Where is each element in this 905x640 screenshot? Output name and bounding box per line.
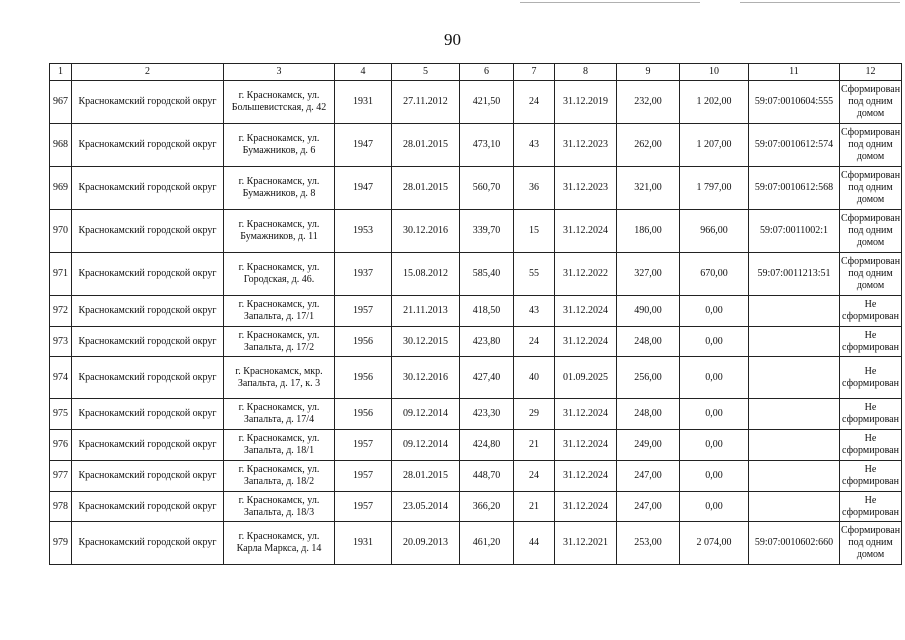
cadastral-number-cell: 59:07:0011213:51: [749, 253, 840, 296]
area-cell: 448,70: [460, 461, 514, 492]
land-area-formed-cell: 966,00: [680, 210, 749, 253]
build-year-cell: 1947: [335, 124, 392, 167]
resettlement-date-cell: 31.12.2024: [555, 210, 617, 253]
area-cell: 424,80: [460, 430, 514, 461]
date-recognized-cell: 30.12.2015: [392, 327, 460, 357]
land-area-cell: 186,00: [617, 210, 680, 253]
residents-count-cell: 21: [514, 430, 555, 461]
cadastral-number-cell: [749, 327, 840, 357]
table-row: [50, 399, 902, 430]
residents-count-cell: 21: [514, 492, 555, 522]
municipality-cell: Краснокамский городской округ: [72, 167, 224, 210]
residents-count-cell: 43: [514, 296, 555, 327]
land-area-formed-cell: 1 207,00: [680, 124, 749, 167]
date-recognized-cell: 30.12.2016: [392, 210, 460, 253]
row-number-cell: 979: [50, 522, 72, 565]
municipality-cell: Краснокамский городской округ: [72, 124, 224, 167]
row-number-cell: 973: [50, 327, 72, 357]
residents-count-cell: 55: [514, 253, 555, 296]
area-cell: 585,40: [460, 253, 514, 296]
land-area-formed-cell: 1 202,00: [680, 81, 749, 124]
cadastral-number-cell: [749, 357, 840, 399]
row-number-cell: 975: [50, 399, 72, 430]
municipality-cell: Краснокамский городской округ: [72, 461, 224, 492]
date-recognized-cell: 23.05.2014: [392, 492, 460, 522]
table-row: [50, 357, 902, 399]
area-cell: 423,80: [460, 327, 514, 357]
municipality-cell: Краснокамский городской округ: [72, 430, 224, 461]
build-year-cell: 1956: [335, 357, 392, 399]
date-recognized-cell: 09.12.2014: [392, 430, 460, 461]
land-status-cell: Сформирован под одним домом: [840, 124, 902, 167]
cadastral-number-cell: [749, 430, 840, 461]
row-number-cell: 967: [50, 81, 72, 124]
land-status-cell: Не сформирован: [840, 296, 902, 327]
land-area-cell: 256,00: [617, 357, 680, 399]
column-header: 12: [840, 64, 902, 81]
area-cell: 560,70: [460, 167, 514, 210]
page-number: 90: [444, 30, 461, 49]
area-cell: 366,20: [460, 492, 514, 522]
row-number-cell: 976: [50, 430, 72, 461]
land-area-formed-cell: 670,00: [680, 253, 749, 296]
table-row: [50, 124, 902, 167]
row-number-cell: 968: [50, 124, 72, 167]
column-header: 8: [555, 64, 617, 81]
column-header: 5: [392, 64, 460, 81]
land-area-cell: 262,00: [617, 124, 680, 167]
resettlement-date-cell: 31.12.2024: [555, 327, 617, 357]
land-area-formed-cell: 1 797,00: [680, 167, 749, 210]
row-number-cell: 971: [50, 253, 72, 296]
cadastral-number-cell: 59:07:0010602:660: [749, 522, 840, 565]
build-year-cell: 1957: [335, 461, 392, 492]
build-year-cell: 1947: [335, 167, 392, 210]
land-status-cell: Не сформирован: [840, 492, 902, 522]
build-year-cell: 1953: [335, 210, 392, 253]
top-scan-line: [520, 2, 700, 3]
land-area-formed-cell: 0,00: [680, 357, 749, 399]
cadastral-number-cell: [749, 399, 840, 430]
municipality-cell: Краснокамский городской округ: [72, 296, 224, 327]
land-status-cell: Сформирован под одним домом: [840, 253, 902, 296]
municipality-cell: Краснокамский городской округ: [72, 399, 224, 430]
land-status-cell: Не сформирован: [840, 430, 902, 461]
column-header: 6: [460, 64, 514, 81]
address-cell: г. Краснокамск, ул. Карла Маркса, д. 14: [224, 522, 335, 565]
address-cell: г. Краснокамск, мкр. Запальта, д. 17, к. 3: [224, 357, 335, 399]
residents-count-cell: 24: [514, 327, 555, 357]
resettlement-date-cell: 31.12.2022: [555, 253, 617, 296]
row-number-cell: 970: [50, 210, 72, 253]
date-recognized-cell: 28.01.2015: [392, 167, 460, 210]
table-row: [50, 461, 902, 492]
column-header: 1: [50, 64, 72, 81]
row-number-cell: 972: [50, 296, 72, 327]
date-recognized-cell: 28.01.2015: [392, 124, 460, 167]
land-status-cell: Сформирован под одним домом: [840, 210, 902, 253]
land-area-formed-cell: 0,00: [680, 327, 749, 357]
residents-count-cell: 43: [514, 124, 555, 167]
municipality-cell: Краснокамский городской округ: [72, 492, 224, 522]
cadastral-number-cell: 59:07:0010612:568: [749, 167, 840, 210]
cadastral-number-cell: [749, 461, 840, 492]
land-area-cell: 248,00: [617, 327, 680, 357]
build-year-cell: 1956: [335, 399, 392, 430]
column-header: 4: [335, 64, 392, 81]
cadastral-number-cell: 59:07:0010604:555: [749, 81, 840, 124]
area-cell: 418,50: [460, 296, 514, 327]
area-cell: 427,40: [460, 357, 514, 399]
land-status-cell: Не сформирован: [840, 399, 902, 430]
land-area-formed-cell: 0,00: [680, 430, 749, 461]
residents-count-cell: 24: [514, 81, 555, 124]
column-number-row: [50, 64, 902, 81]
residents-count-cell: 15: [514, 210, 555, 253]
land-area-formed-cell: 0,00: [680, 399, 749, 430]
date-recognized-cell: 27.11.2012: [392, 81, 460, 124]
date-recognized-cell: 28.01.2015: [392, 461, 460, 492]
resettlement-date-cell: 31.12.2023: [555, 124, 617, 167]
land-status-cell: Не сформирован: [840, 327, 902, 357]
column-header: 7: [514, 64, 555, 81]
row-number-cell: 977: [50, 461, 72, 492]
land-status-cell: Сформирован под одним домом: [840, 81, 902, 124]
row-number-cell: 969: [50, 167, 72, 210]
cadastral-number-cell: [749, 296, 840, 327]
row-number-cell: 974: [50, 357, 72, 399]
land-area-cell: 249,00: [617, 430, 680, 461]
build-year-cell: 1957: [335, 492, 392, 522]
resettlement-date-cell: 31.12.2024: [555, 492, 617, 522]
land-status-cell: Не сформирован: [840, 357, 902, 399]
land-area-cell: 248,00: [617, 399, 680, 430]
resettlement-date-cell: 31.12.2024: [555, 399, 617, 430]
row-number-cell: 978: [50, 492, 72, 522]
land-area-formed-cell: 0,00: [680, 461, 749, 492]
land-status-cell: Сформирован под одним домом: [840, 167, 902, 210]
date-recognized-cell: 21.11.2013: [392, 296, 460, 327]
date-recognized-cell: 15.08.2012: [392, 253, 460, 296]
address-cell: г. Краснокамск, ул. Запальта, д. 18/1: [224, 430, 335, 461]
date-recognized-cell: 09.12.2014: [392, 399, 460, 430]
land-area-formed-cell: 0,00: [680, 296, 749, 327]
land-area-cell: 321,00: [617, 167, 680, 210]
date-recognized-cell: 20.09.2013: [392, 522, 460, 565]
build-year-cell: 1931: [335, 522, 392, 565]
cadastral-number-cell: 59:07:0010612:574: [749, 124, 840, 167]
land-area-cell: 247,00: [617, 461, 680, 492]
table-row: [50, 296, 902, 327]
housing-register-table: [49, 63, 902, 565]
resettlement-date-cell: 01.09.2025: [555, 357, 617, 399]
address-cell: г. Краснокамск, ул. Бумажников, д. 11: [224, 210, 335, 253]
area-cell: 473,10: [460, 124, 514, 167]
cadastral-number-cell: 59:07:0011002:1: [749, 210, 840, 253]
column-header: 3: [224, 64, 335, 81]
build-year-cell: 1957: [335, 296, 392, 327]
table-row: [50, 253, 902, 296]
build-year-cell: 1956: [335, 327, 392, 357]
table-row: [50, 210, 902, 253]
municipality-cell: Краснокамский городской округ: [72, 253, 224, 296]
land-area-formed-cell: 0,00: [680, 492, 749, 522]
municipality-cell: Краснокамский городской округ: [72, 522, 224, 565]
resettlement-date-cell: 31.12.2023: [555, 167, 617, 210]
resettlement-date-cell: 31.12.2021: [555, 522, 617, 565]
municipality-cell: Краснокамский городской округ: [72, 210, 224, 253]
land-area-cell: 253,00: [617, 522, 680, 565]
table-row: [50, 327, 902, 357]
column-header: 11: [749, 64, 840, 81]
area-cell: 421,50: [460, 81, 514, 124]
address-cell: г. Краснокамск, ул. Запальта, д. 17/2: [224, 327, 335, 357]
build-year-cell: 1937: [335, 253, 392, 296]
table-row: [50, 492, 902, 522]
land-area-cell: 232,00: [617, 81, 680, 124]
municipality-cell: Краснокамский городской округ: [72, 357, 224, 399]
table-row: [50, 167, 902, 210]
land-area-cell: 247,00: [617, 492, 680, 522]
resettlement-date-cell: 31.12.2019: [555, 81, 617, 124]
land-status-cell: Не сформирован: [840, 461, 902, 492]
area-cell: 339,70: [460, 210, 514, 253]
land-area-cell: 327,00: [617, 253, 680, 296]
residents-count-cell: 36: [514, 167, 555, 210]
residents-count-cell: 24: [514, 461, 555, 492]
land-area-formed-cell: 2 074,00: [680, 522, 749, 565]
table-row: [50, 81, 902, 124]
land-status-cell: Сформирован под одним домом: [840, 522, 902, 565]
municipality-cell: Краснокамский городской округ: [72, 327, 224, 357]
residents-count-cell: 40: [514, 357, 555, 399]
address-cell: г. Краснокамск, ул. Запальта, д. 17/4: [224, 399, 335, 430]
build-year-cell: 1931: [335, 81, 392, 124]
area-cell: 423,30: [460, 399, 514, 430]
land-area-cell: 490,00: [617, 296, 680, 327]
resettlement-date-cell: 31.12.2024: [555, 296, 617, 327]
table-row: [50, 522, 902, 565]
municipality-cell: Краснокамский городской округ: [72, 81, 224, 124]
date-recognized-cell: 30.12.2016: [392, 357, 460, 399]
residents-count-cell: 44: [514, 522, 555, 565]
resettlement-date-cell: 31.12.2024: [555, 461, 617, 492]
address-cell: г. Краснокамск, ул. Запальта, д. 18/2: [224, 461, 335, 492]
address-cell: г. Краснокамск, ул. Городская, д. 46.: [224, 253, 335, 296]
address-cell: г. Краснокамск, ул. Запальта, д. 18/3: [224, 492, 335, 522]
column-header: 10: [680, 64, 749, 81]
address-cell: г. Краснокамск, ул. Бумажников, д. 8: [224, 167, 335, 210]
table-row: [50, 430, 902, 461]
address-cell: г. Краснокамск, ул. Запальта, д. 17/1: [224, 296, 335, 327]
area-cell: 461,20: [460, 522, 514, 565]
build-year-cell: 1957: [335, 430, 392, 461]
resettlement-date-cell: 31.12.2024: [555, 430, 617, 461]
address-cell: г. Краснокамск, ул. Бумажников, д. 6: [224, 124, 335, 167]
column-header: 2: [72, 64, 224, 81]
cadastral-number-cell: [749, 492, 840, 522]
residents-count-cell: 29: [514, 399, 555, 430]
column-header: 9: [617, 64, 680, 81]
top-scan-line: [740, 2, 900, 3]
address-cell: г. Краснокамск, ул. Большевистская, д. 42: [224, 81, 335, 124]
